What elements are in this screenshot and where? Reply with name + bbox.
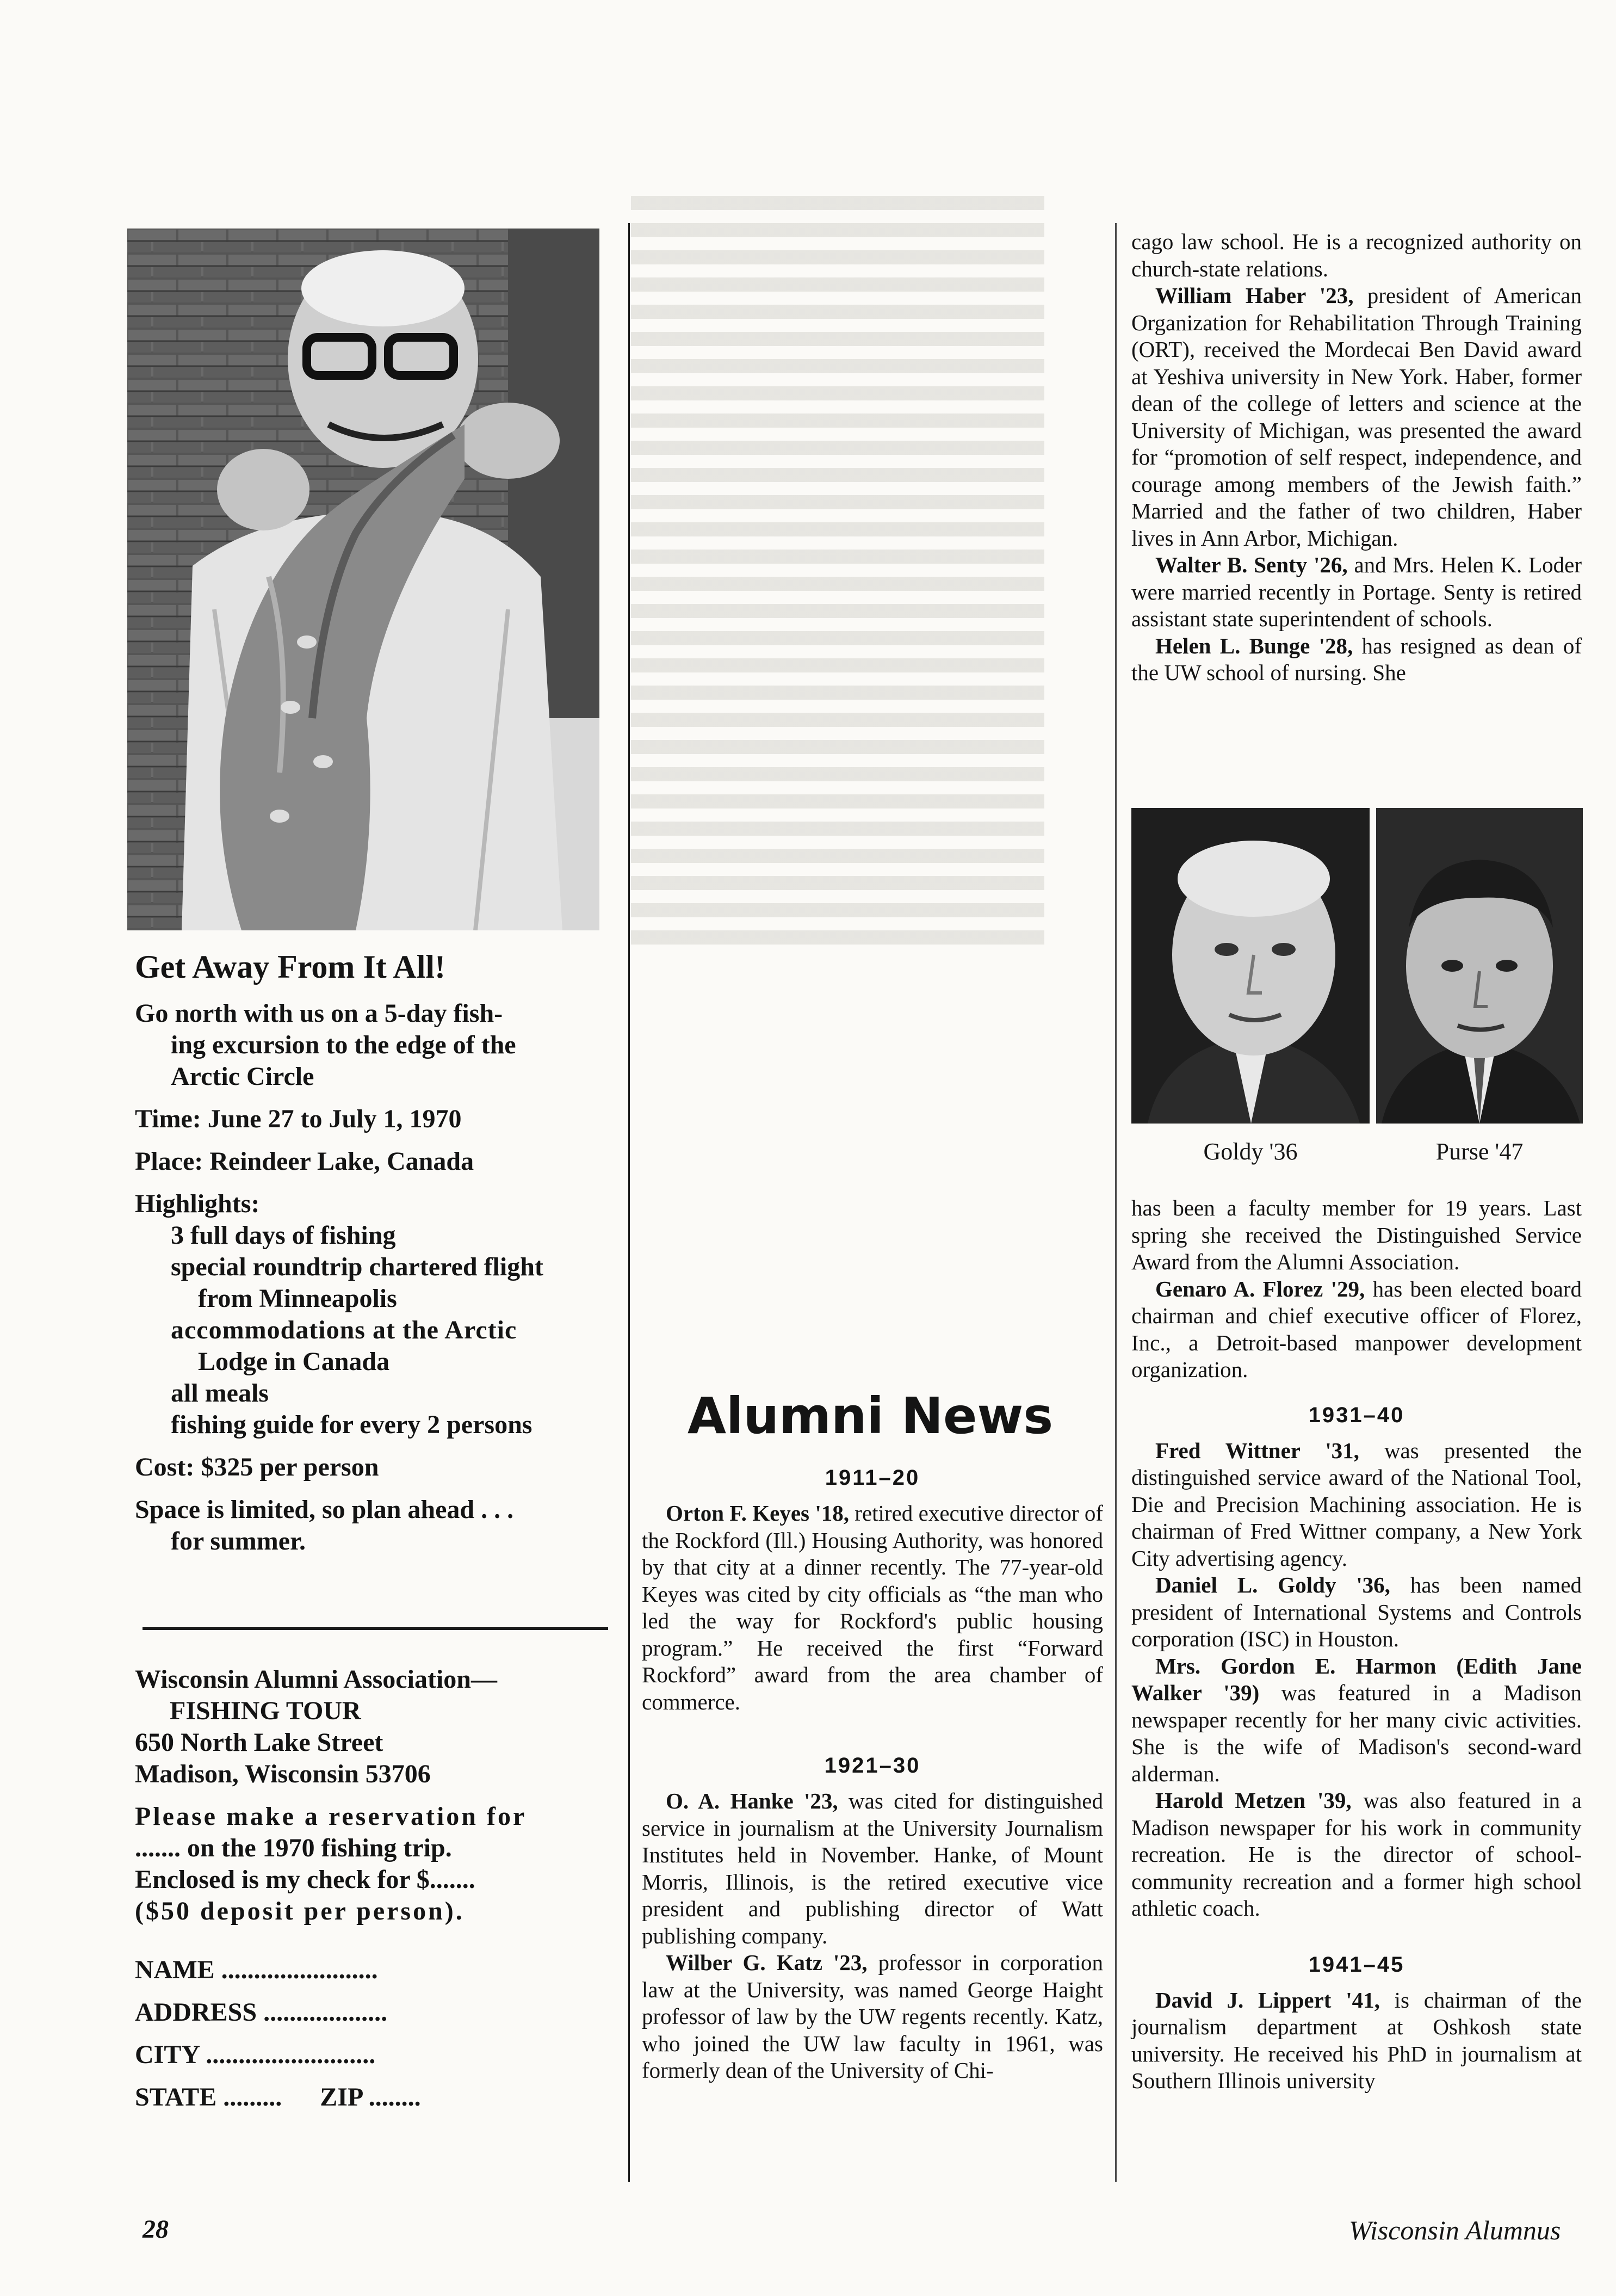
person-name: Walter B. Senty '26,: [1155, 552, 1348, 577]
form-address-line: FISHING TOUR: [170, 1696, 361, 1725]
news-text: president of American Organization for Rehabilitation Through Training (ORT), received the Mordecai Ben David award at Yeshiva university in New York. Haber, former dean of the college of letters and science at the University of Michigan, was presented the award for “promotion of self respect, independence, and courage among members of the Jewish faith.” Married and the father of two children, Haber lives in Ann Arbor, Michigan.: [1131, 283, 1582, 551]
news-item-bunge: [1131, 633, 1582, 687]
person-name: Wilber G. Katz '23,: [666, 1950, 868, 1975]
person-name: O. A. Hanke '23,: [666, 1788, 838, 1813]
column-rule: [628, 223, 630, 2182]
news-item-haber: [1131, 282, 1582, 552]
form-city-field[interactable]: CITY ..........................: [135, 2040, 376, 2069]
portrait-goldy: [1131, 808, 1370, 1124]
news-text: was cited for distinguished service in journalism at the University Journalism Institutes held in November. Hanke, of Mount Morris, Illinois, is the retired executive vice president and publishing director of Watt publishing company.: [642, 1788, 1104, 1948]
section-heading-1941: 1941–45: [1308, 1952, 1405, 1977]
form-text-line: ....... on the 1970 fishing trip.: [135, 1834, 452, 1862]
ad-place: Place: Reindeer Lake, Canada: [135, 1147, 474, 1176]
form-address-line: Madison, Wisconsin 53706: [135, 1760, 431, 1788]
caption-goldy: Goldy '36: [1203, 1138, 1298, 1165]
ad-highlight-item-cont: Lodge in Canada: [198, 1347, 390, 1376]
news-item-keyes: [642, 1500, 1103, 1715]
person-name: Orton F. Keyes '18,: [666, 1501, 849, 1526]
person-name: Mrs. Gordon E. Harmon (Edith Jane Walker '39): [1131, 1653, 1582, 1705]
news-item-bunge-cont: has been a faculty member for 19 years. Last spring she received the Distinguished Service Award from the Alumni Association.: [1131, 1195, 1582, 1274]
form-name-field[interactable]: NAME ........................: [135, 1955, 378, 1984]
news-item-lippert: [1131, 1987, 1582, 2095]
form-state-field[interactable]: STATE .........: [135, 2083, 282, 2112]
ad-intro-line: ing excursion to the edge of the: [171, 1030, 516, 1059]
section-heading-1931: 1931–40: [1308, 1403, 1405, 1427]
person-name: Daniel L. Goldy '36,: [1155, 1572, 1390, 1597]
fishing-tour-ad: [135, 948, 608, 1557]
person-name: Harold Metzen '39,: [1155, 1788, 1352, 1813]
person-name: David J. Lippert '41,: [1155, 1987, 1380, 2013]
ad-space-line: Space is limited, so plan ahead . . .: [135, 1495, 514, 1524]
news-text: professor in corporation law at the University, was named George Haight professor of law by the UW regents recently. Katz, who joined the UW law faculty in 1961, was formerly dean of the University of Chi-: [642, 1950, 1103, 2083]
section-headline: Alumni News: [687, 1387, 1054, 1445]
caption-purse: Purse '47: [1435, 1138, 1524, 1165]
fisherman-photo: [127, 229, 599, 930]
form-state-zip-row: [135, 2082, 608, 2113]
news-item-harmon: [1131, 1653, 1582, 1788]
ad-highlight-item-cont: from Minneapolis: [198, 1284, 397, 1313]
ad-time: Time: June 27 to July 1, 1970: [135, 1104, 462, 1133]
section-heading-1911: 1911–20: [825, 1466, 920, 1490]
ad-intro-line: Arctic Circle: [171, 1062, 314, 1091]
ad-highlight-item: accommodations at the Arctic: [171, 1316, 517, 1344]
news-text: has been elected board chairman and chief executive officer of Florez, Inc., a Detroit-based manpower development organization.: [1131, 1276, 1582, 1382]
news-item-wittner: [1131, 1437, 1582, 1572]
form-address-field[interactable]: ADDRESS ...................: [135, 1998, 388, 2027]
page-number: 28: [143, 2215, 169, 2244]
form-zip-field[interactable]: ZIP ........: [320, 2083, 421, 2112]
form-address-line: 650 North Lake Street: [135, 1728, 383, 1757]
ad-divider: [143, 1627, 608, 1630]
right-column-top: [1131, 229, 1582, 687]
ad-title: Get Away From It All!: [135, 949, 446, 985]
form-text-line: Please make a reservation for: [135, 1802, 527, 1831]
news-text: was featured in a Madison newspaper recently for her many civic activities. She is the wife of Madison's second-ward alderman.: [1131, 1680, 1582, 1786]
reservation-form: [135, 1664, 608, 2113]
section-heading-1921: 1921–30: [824, 1754, 921, 1777]
portrait-purse: [1376, 808, 1583, 1124]
news-text: has been named president of International Systems and Controls corporation (ISC) in Houston.: [1131, 1572, 1582, 1651]
magazine-name: Wisconsin Alumnus: [1349, 2215, 1561, 2245]
column-rule: [1115, 223, 1117, 2182]
ad-highlight-item: fishing guide for every 2 persons: [171, 1410, 533, 1439]
bleed-through-texture: [631, 196, 1044, 947]
news-item-senty: [1131, 552, 1582, 633]
news-item-florez: [1131, 1276, 1582, 1384]
news-text: is chairman of the journalism department at Oshkosh state university. He received his PhD in journalism at Southern Illinois university: [1131, 1987, 1582, 2093]
ad-highlight-item: 3 full days of fishing: [171, 1221, 396, 1250]
news-item-katz: [642, 1949, 1103, 2084]
news-item-katz-cont: cago law school. He is a recognized authority on church-state relations.: [1131, 229, 1582, 281]
ad-highlights-label: Highlights:: [135, 1189, 260, 1218]
news-item-metzen: [1131, 1787, 1582, 1922]
person-name: Fred Wittner '31,: [1155, 1437, 1359, 1463]
form-address-line: Wisconsin Alumni Association—: [135, 1665, 497, 1694]
ad-highlight-item: all meals: [171, 1379, 269, 1408]
ad-intro-line: Go north with us on a 5-day fish-: [135, 999, 503, 1028]
news-item-goldy: [1131, 1572, 1582, 1653]
person-name: Helen L. Bunge '28,: [1155, 633, 1353, 658]
news-text: was presented the distinguished service award of the National Tool, Die and Precision Machining association. He is chairman of Fred Wittner company, a New York City advertising agency.: [1131, 1437, 1582, 1571]
news-text: retired executive director of the Rockford (Ill.) Housing Authority, was honored by that city at a dinner recently. The 77-year-old Keyes was cited by city officials as “the man who led the way for Rockford's public housing program.” He received the first “Forward Rockford” award from the area chamber of commerce.: [642, 1501, 1103, 1714]
middle-column: [642, 1466, 1103, 2084]
news-text: and Mrs. Helen K. Loder were married recently in Portage. Senty is retired assistant state superintendent of schools.: [1131, 552, 1582, 631]
right-column-bottom: [1131, 1195, 1582, 2095]
news-text: was also featured in a Madison newspaper for his work in community recreation. He is the director of school-community recreation and a former high school athletic coach.: [1131, 1788, 1582, 1921]
person-name: William Haber '23,: [1155, 283, 1354, 308]
ad-cost: Cost: $325 per person: [135, 1453, 379, 1482]
form-text-line: ($50 deposit per person).: [135, 1897, 465, 1925]
ad-space-line: for summer.: [171, 1527, 306, 1556]
news-text: has resigned as dean of the UW school of nursing. She: [1131, 633, 1582, 685]
ad-highlight-item: special roundtrip chartered flight: [171, 1252, 543, 1281]
person-name: Genaro A. Florez '29,: [1155, 1276, 1365, 1301]
form-text-line: Enclosed is my check for $.......: [135, 1865, 475, 1894]
news-item-hanke: [642, 1788, 1103, 1949]
